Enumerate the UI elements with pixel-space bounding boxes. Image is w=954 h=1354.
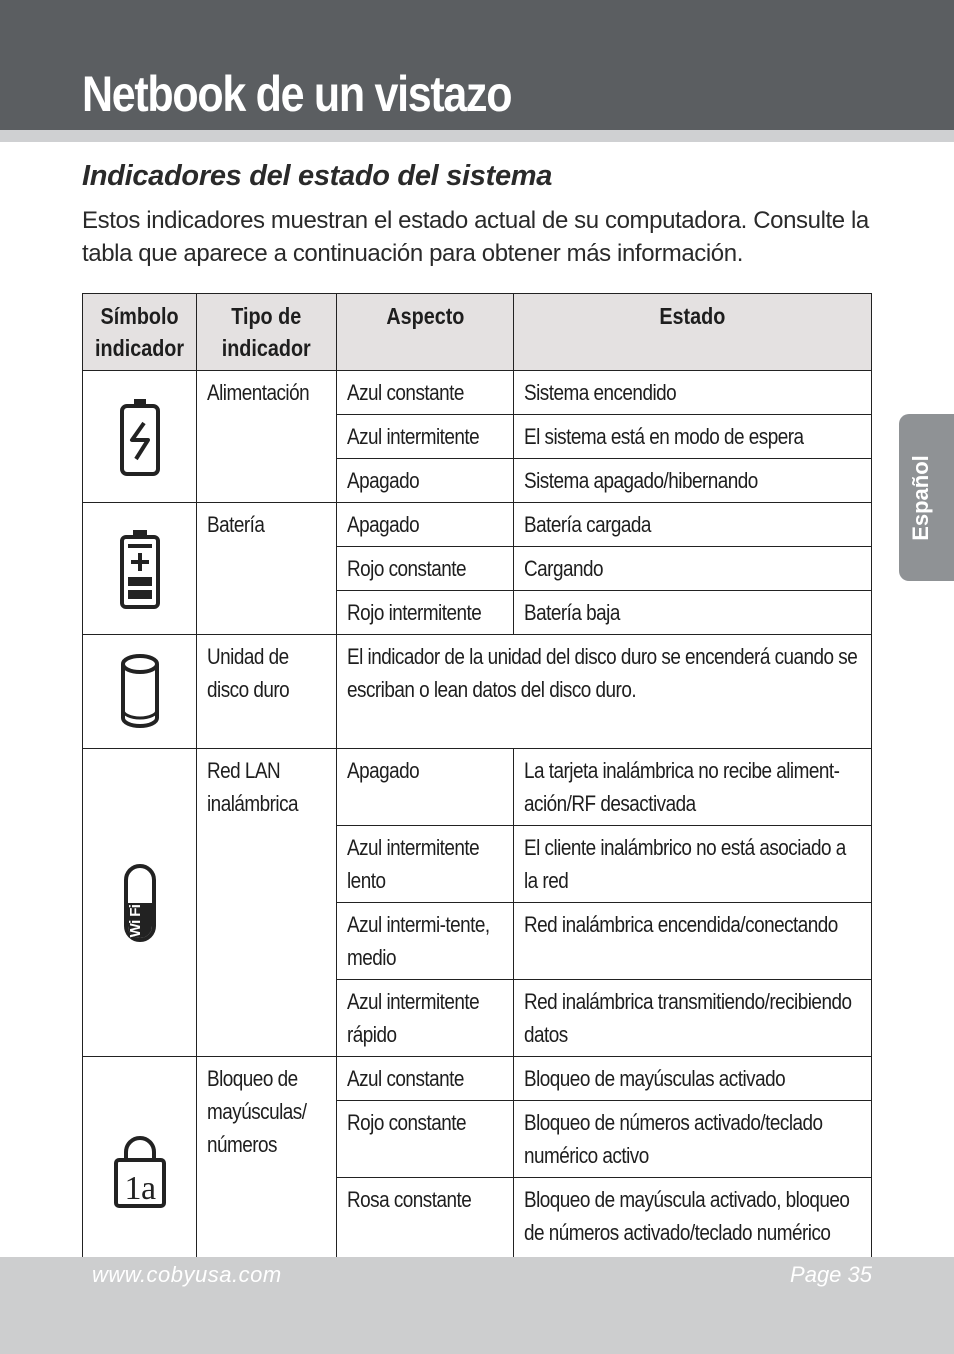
type-battery: Batería: [197, 503, 337, 635]
svg-text:1a: 1a: [124, 1170, 156, 1207]
type-wifi: Red LAN inalámbrica: [197, 749, 337, 1057]
state-cell: El cliente inalámbrico no está asociado a la red: [514, 826, 872, 903]
table-row: [83, 371, 872, 415]
caps-num-lock-icon: [83, 1057, 197, 1288]
header-aspect: Aspecto: [337, 294, 514, 371]
aspect-cell: Azul intermitente rápido: [337, 980, 514, 1057]
table-row: [83, 1057, 872, 1101]
aspect-cell: Azul constante: [337, 371, 514, 415]
type-hdd: Unidad de disco duro: [197, 635, 337, 749]
state-cell: Cargando: [514, 547, 872, 591]
type-lock: Bloqueo de mayúsculas/ números: [197, 1057, 337, 1288]
language-tab-label: Español: [908, 455, 933, 541]
aspect-cell: Rojo intermitente: [337, 591, 514, 635]
header-symbol: Símbolo indicador: [83, 294, 197, 371]
aspect-cell: Apagado: [337, 459, 514, 503]
aspect-cell: Azul intermitente lento: [337, 826, 514, 903]
aspect-cell: Apagado: [337, 749, 514, 826]
table-row: [83, 635, 872, 749]
hard-disk-icon: [83, 635, 197, 749]
page-number: Page 35: [790, 1262, 872, 1287]
aspect-cell: Azul intermi-tente, medio: [337, 903, 514, 980]
state-cell: Batería cargada: [514, 503, 872, 547]
hdd-description: El indicador de la unidad del disco duro se encenderá cuando se escriban o lean datos del disco duro.: [337, 635, 872, 749]
aspect-cell: Rojo constante: [337, 547, 514, 591]
header-state: Estado: [514, 294, 872, 371]
intro-paragraph: Estos indicadores muestran el estado actual de su computadora. Consulte la tabla que aparece a continuación para obtener más información.: [82, 207, 869, 267]
power-icon: [83, 371, 197, 503]
table-header-row: [83, 294, 872, 371]
state-cell: Sistema encendido: [514, 371, 872, 415]
header-type: Tipo de indicador: [197, 294, 337, 371]
aspect-cell: Apagado: [337, 503, 514, 547]
aspect-cell: Azul intermitente: [337, 415, 514, 459]
aspect-cell: Azul constante: [337, 1057, 514, 1101]
state-cell: La tarjeta inalámbrica no recibe aliment-ación/RF desactivada: [514, 749, 872, 826]
section-title: Indicadores del estado del sistema: [82, 160, 553, 192]
state-cell: Red inalámbrica encendida/conectando: [514, 903, 872, 980]
header-divider: [0, 130, 954, 142]
battery-icon: [83, 503, 197, 635]
page-title: Netbook de un vistazo: [82, 66, 512, 122]
state-cell: Bloqueo de mayúsculas activado: [514, 1057, 872, 1101]
table-row: [83, 749, 872, 826]
state-cell: Bloqueo de números activado/teclado numérico activo: [514, 1101, 872, 1178]
table-row: [83, 503, 872, 547]
aspect-cell: Rojo constante: [337, 1101, 514, 1178]
state-cell: Batería baja: [514, 591, 872, 635]
svg-text:Wi Fi: Wi Fi: [126, 904, 144, 937]
wifi-icon: [83, 749, 197, 1057]
status-indicator-table: [82, 293, 872, 1288]
type-power: Alimentación: [197, 371, 337, 503]
state-cell: Bloqueo de mayúscula activado, bloqueo de números activado/teclado numérico: [514, 1178, 872, 1288]
state-cell: Red inalámbrica transmitiendo/recibiendo datos: [514, 980, 872, 1057]
state-cell: El sistema está en modo de espera: [514, 415, 872, 459]
footer-url: www.cobyusa.com: [92, 1262, 282, 1287]
aspect-cell: Rosa constante: [337, 1178, 514, 1288]
state-cell: Sistema apagado/hibernando: [514, 459, 872, 503]
